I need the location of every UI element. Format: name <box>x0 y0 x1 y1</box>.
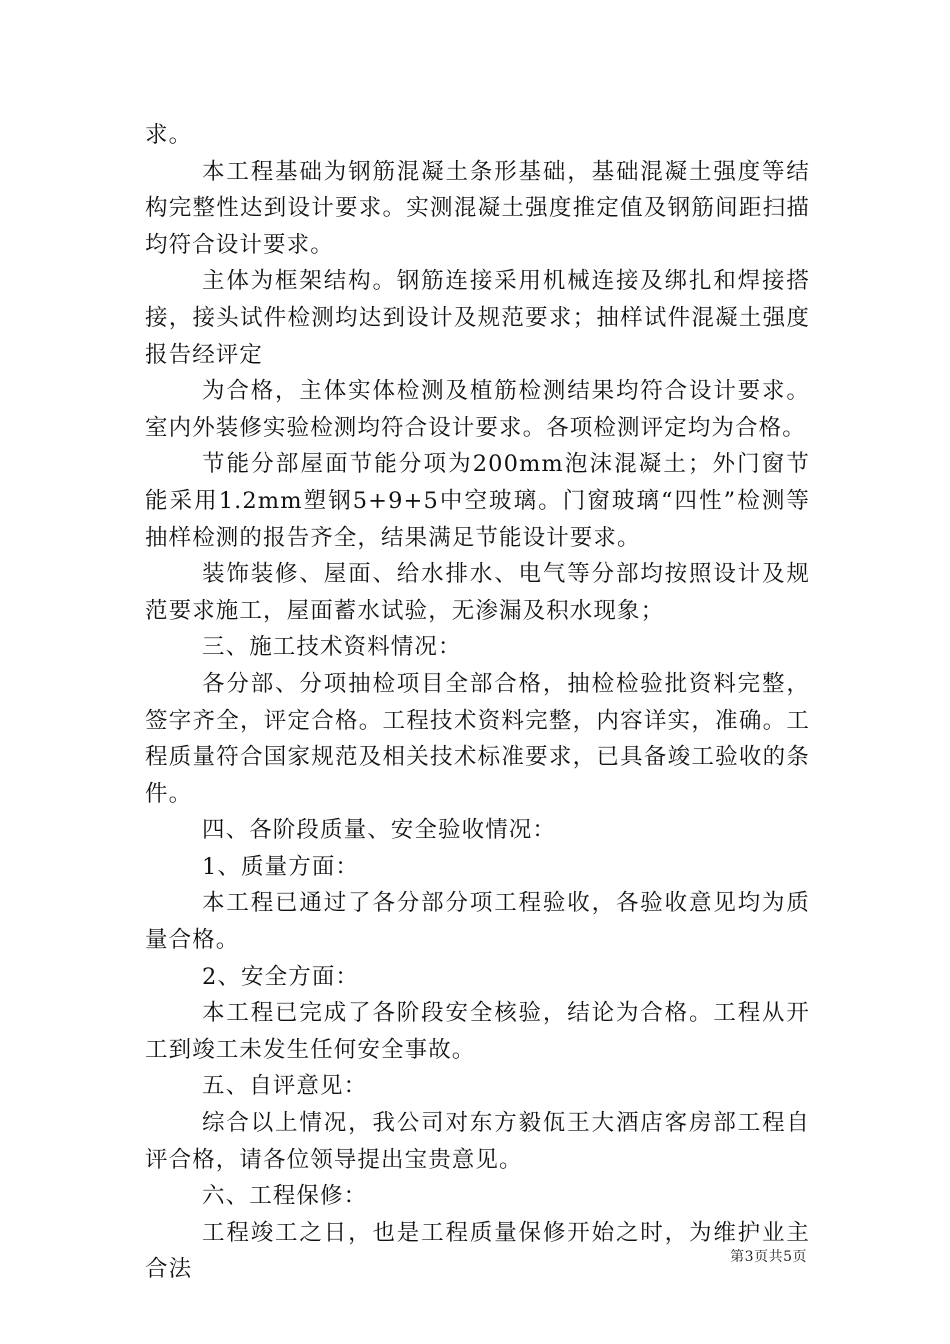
paragraph: 主体为框架结构。钢筋连接采用机械连接及绑扎和焊接搭接，接头试件检测均达到设计及规范要求；抽样试件混凝土强度报告经评定 <box>145 268 810 368</box>
page-number: 第3页共5页 <box>730 1249 807 1265</box>
section-heading: 六、工程保修： <box>202 1183 368 1210</box>
paragraph: 工程竣工之日，也是工程质量保修开始之时，为维护业主合法 <box>145 1219 810 1283</box>
paragraph: 为合格，主体实体检测及植筋检测结果均符合设计要求。室内外装修实验检测均符合设计要求。各项检测评定均为合格。 <box>145 378 810 441</box>
paragraph: 本工程已完成了各阶段安全核验，结论为合格。工程从开工到竣工未发生任何安全事故。 <box>145 1000 810 1063</box>
paragraph: 节能分部屋面节能分项为200mm泡沫混凝土；外门窗节能采用1.2mm塑钢5+9+5中空玻璃。门窗玻璃“四性”检测等抽样检测的报告齐全，结果满足节能设计要求。 <box>145 451 810 551</box>
paragraph: 综合以上情况，我公司对东方毅佤王大酒店客房部工程自评合格，请各位领导提出宝贵意见。 <box>145 1110 810 1173</box>
paragraph: 各分部、分项抽检项目全部合格，抽检检验批资料完整，签字齐全，评定合格。工程技术资料完整，内容详实，准确。工程质量符合国家规范及相关技术标准要求，已具备竣工验收的条件。 <box>145 670 810 807</box>
section-heading: 五、自评意见： <box>202 1073 368 1100</box>
section-heading: 四、各阶段质量、安全验收情况： <box>202 817 557 844</box>
paragraph: 装饰装修、屋面、给水排水、电气等分部均按照设计及规范要求施工，屋面蓄水试验，无渗漏及积水现象； <box>145 561 810 624</box>
subsection-heading: 1、质量方面： <box>202 853 360 880</box>
section-heading: 三、施工技术资料情况： <box>202 634 462 661</box>
subsection-heading: 2、安全方面： <box>202 963 360 990</box>
paragraph: 求。 <box>145 122 193 148</box>
document-body <box>145 117 810 1288</box>
paragraph: 本工程已通过了各分部分项工程验收，各验收意见均为质量合格。 <box>145 890 810 954</box>
paragraph: 本工程基础为钢筋混凝土条形基础，基础混凝土强度等结构完整性达到设计要求。实测混凝土强度推定值及钢筋间距扫描均符合设计要求。 <box>145 158 810 258</box>
